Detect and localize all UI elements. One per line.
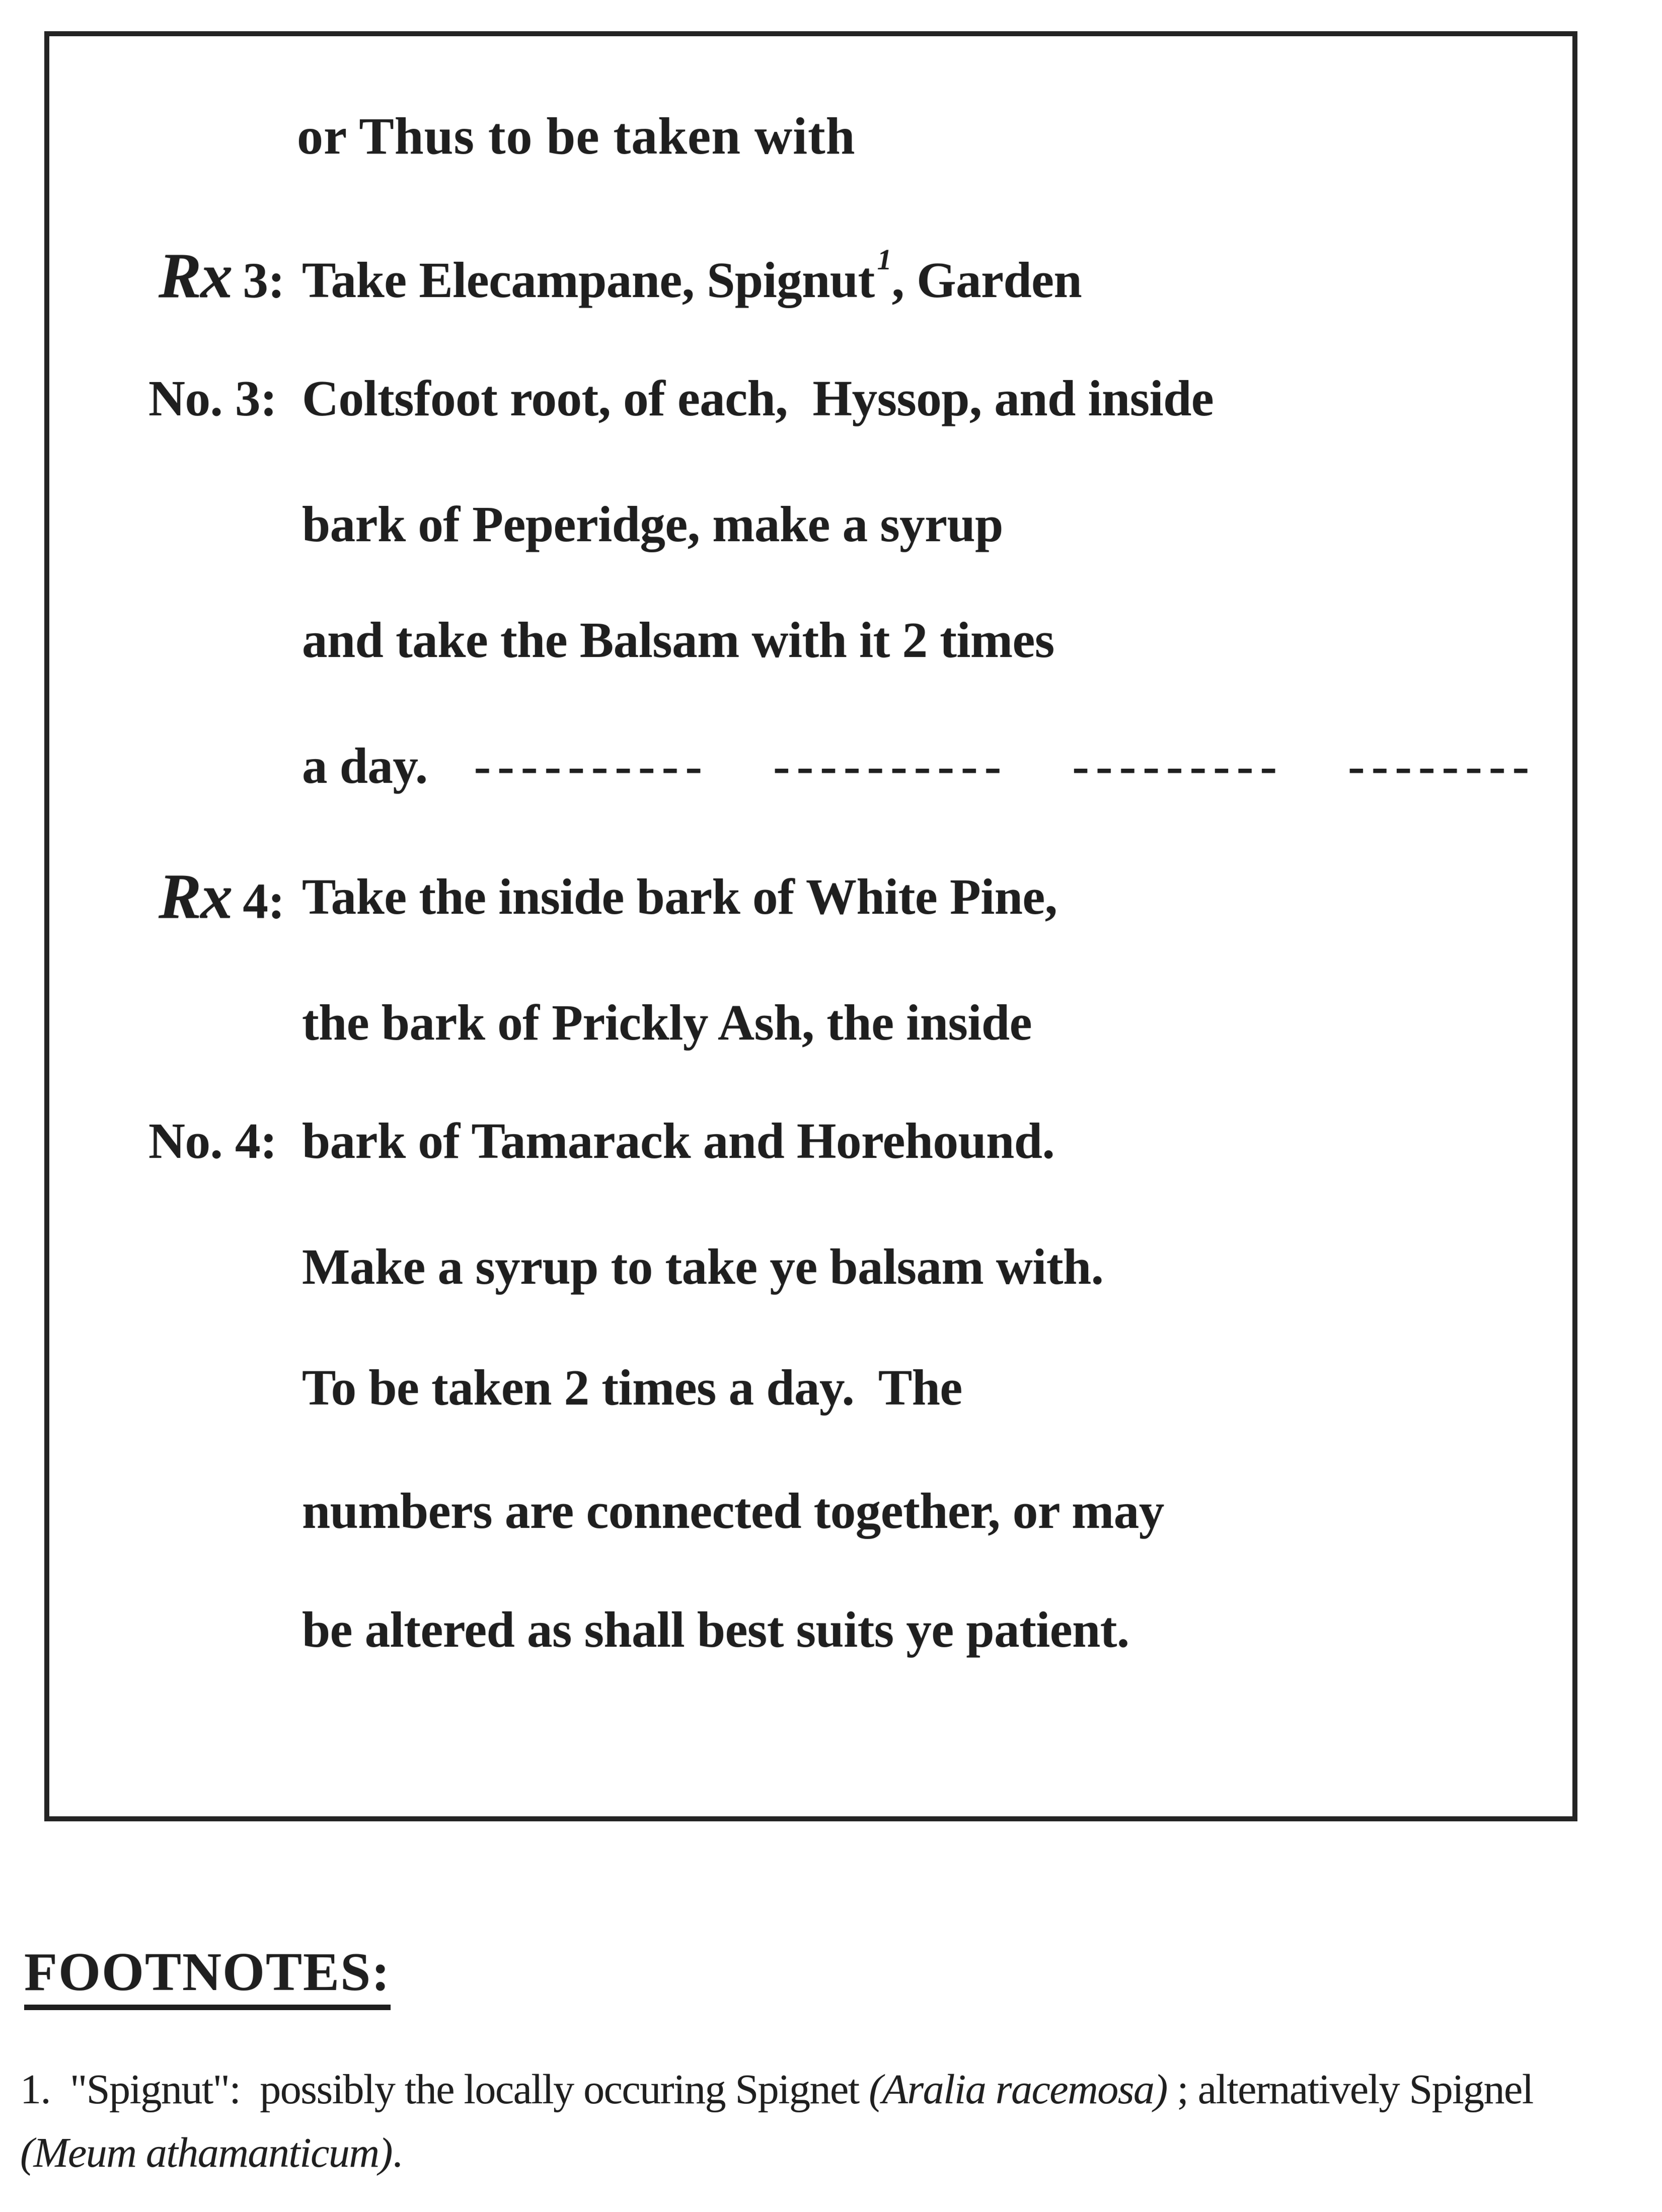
line-text	[302, 867, 1057, 926]
prescription-line	[49, 578, 1572, 701]
prescription-line	[49, 704, 1572, 827]
text-segment: Take the inside bark of White Pine,	[302, 868, 1057, 925]
dash-rule: ----------	[474, 737, 709, 794]
text-segment: and take the Balsam with it 2 times	[302, 611, 1054, 668]
line-text	[302, 1112, 1054, 1170]
footnote-text: 1. "Spignut": possibly the locally occuring Spignet	[20, 2066, 869, 2113]
text-segment: numbers are connected together, or may	[302, 1482, 1164, 1539]
prescription-line	[49, 1079, 1572, 1202]
dash-rule: ---------	[1072, 737, 1284, 794]
footnote-line	[20, 2058, 1651, 2121]
text-segment: Coltsfoot root, of each, Hyssop, and inside	[302, 370, 1214, 426]
prescription-line	[49, 961, 1572, 1084]
dash-rule: --------	[1348, 737, 1536, 794]
label-number: 3:	[243, 252, 285, 308]
footnote-marker-superscript: 1	[877, 243, 892, 276]
line-text	[302, 243, 1082, 309]
prescription-line	[49, 214, 1572, 337]
line-text	[302, 1237, 1103, 1296]
line-text: or Thus to be taken with	[297, 107, 856, 165]
rx-symbol: Rx	[159, 240, 232, 311]
prescription-line	[49, 1205, 1572, 1328]
label-number: 4:	[243, 872, 285, 929]
species-name-italic: (Meum athamanticum)	[20, 2129, 392, 2176]
rx-label	[159, 239, 285, 313]
line-text	[302, 1358, 962, 1417]
prescription-line	[49, 1449, 1572, 1572]
prescription-line	[49, 835, 1572, 958]
text-segment: bark of Tamarack and Horehound.	[302, 1112, 1055, 1169]
prescription-border-box	[44, 31, 1577, 1821]
footnotes-heading: FOOTNOTES:	[24, 1941, 391, 2010]
line-text	[302, 1482, 1164, 1540]
dash-rule: ----------	[773, 737, 1008, 794]
text-segment: Make a syrup to take ye balsam with.	[302, 1238, 1104, 1295]
text-segment: be altered as shall best suits ye patient.	[302, 1601, 1129, 1658]
text-segment: the bark of Prickly Ash, the inside	[302, 994, 1032, 1051]
prescription-line	[49, 462, 1572, 585]
label-number: No. 3:	[148, 370, 277, 426]
species-name-italic: (Aralia racemosa)	[869, 2066, 1167, 2113]
text-segment: Take Elecampane, Spignut	[302, 251, 875, 308]
line-text	[302, 369, 1214, 427]
prescription-line	[49, 1325, 1572, 1449]
rx-label	[159, 859, 285, 933]
line-text	[302, 993, 1032, 1052]
text-segment: bark of Peperidge, make a syrup	[302, 495, 1003, 552]
footnote-text: .	[392, 2129, 402, 2176]
no-label	[148, 369, 277, 427]
footnote-text: ; alternatively Spignel	[1167, 2066, 1533, 2113]
text-segment: , Garden	[891, 251, 1082, 308]
line-text	[302, 611, 1054, 669]
text-segment: To be taken 2 times a day. The	[302, 1359, 962, 1416]
line-text	[302, 495, 1003, 553]
rx-symbol: Rx	[159, 860, 232, 932]
title-line	[49, 75, 1572, 198]
no-label	[148, 1112, 277, 1170]
line-text	[302, 736, 1536, 795]
prescription-line	[49, 1568, 1572, 1691]
text-segment: a day.	[302, 737, 428, 794]
prescription-line	[49, 336, 1572, 460]
footnote-line	[20, 2121, 1651, 2185]
line-text	[302, 1600, 1129, 1659]
footnote-entry	[20, 2058, 1651, 2185]
label-number: No. 4:	[148, 1112, 277, 1169]
